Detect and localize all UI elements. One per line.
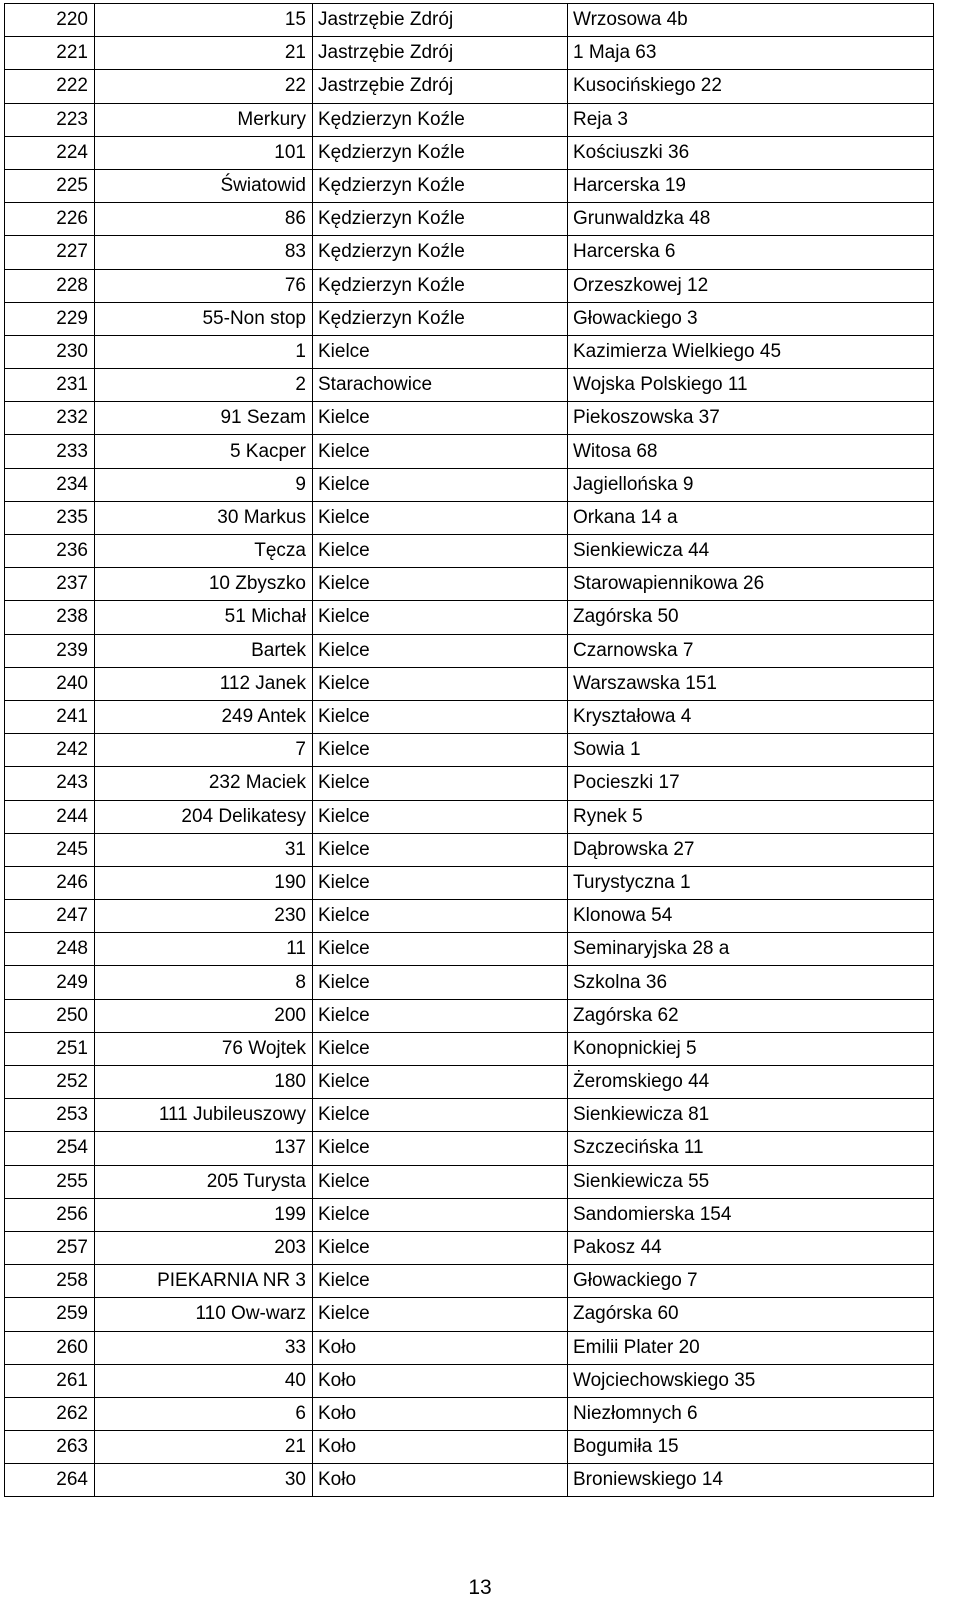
table-row [5,700,934,733]
cell-city: Kielce [313,1032,568,1065]
cell-number: 239 [5,634,95,667]
cell-address: Bogumiła 15 [568,1431,934,1464]
cell-store-name: 76 Wojtek [95,1032,313,1065]
cell-number: 238 [5,601,95,634]
table-row [5,302,934,335]
cell-number: 245 [5,833,95,866]
cell-store-name: Merkury [95,103,313,136]
cell-number: 234 [5,468,95,501]
cell-number: 227 [5,236,95,269]
cell-store-name: 86 [95,203,313,236]
cell-address: Turystyczna 1 [568,866,934,899]
cell-number: 251 [5,1032,95,1065]
cell-address: Kusocińskiego 22 [568,70,934,103]
table-row [5,136,934,169]
cell-number: 264 [5,1464,95,1497]
cell-number: 228 [5,269,95,302]
cell-address: Rynek 5 [568,800,934,833]
cell-city: Koło [313,1331,568,1364]
cell-number: 225 [5,169,95,202]
cell-store-name: 55-Non stop [95,302,313,335]
cell-city: Kielce [313,1265,568,1298]
table-row [5,70,934,103]
cell-store-name: 21 [95,37,313,70]
cell-address: Sandomierska 154 [568,1198,934,1231]
cell-store-name: 249 Antek [95,700,313,733]
cell-number: 244 [5,800,95,833]
table-row [5,568,934,601]
cell-store-name: 33 [95,1331,313,1364]
cell-city: Kielce [313,1198,568,1231]
cell-address: Głowackiego 3 [568,302,934,335]
cell-address: Konopnickiej 5 [568,1032,934,1065]
cell-address: Głowackiego 7 [568,1265,934,1298]
cell-address: Seminaryjska 28 a [568,933,934,966]
cell-store-name: 11 [95,933,313,966]
cell-city: Kędzierzyn Koźle [313,203,568,236]
cell-store-name: 83 [95,236,313,269]
cell-address: Wojska Polskiego 11 [568,369,934,402]
cell-address: Zagórska 50 [568,601,934,634]
table-row [5,1397,934,1430]
cell-city: Kielce [313,700,568,733]
cell-city: Kędzierzyn Koźle [313,169,568,202]
cell-city: Jastrzębie Zdrój [313,4,568,37]
cell-store-name: 112 Janek [95,667,313,700]
cell-city: Koło [313,1364,568,1397]
cell-number: 255 [5,1165,95,1198]
cell-number: 259 [5,1298,95,1331]
table-row [5,1132,934,1165]
cell-number: 237 [5,568,95,601]
cell-number: 243 [5,767,95,800]
cell-address: Broniewskiego 14 [568,1464,934,1497]
cell-number: 254 [5,1132,95,1165]
cell-number: 257 [5,1231,95,1264]
cell-number: 223 [5,103,95,136]
cell-number: 221 [5,37,95,70]
cell-city: Koło [313,1464,568,1497]
cell-address: Szkolna 36 [568,966,934,999]
cell-city: Kędzierzyn Koźle [313,269,568,302]
cell-address: Szczecińska 11 [568,1132,934,1165]
cell-store-name: 30 [95,1464,313,1497]
cell-store-name: 110 Ow-warz [95,1298,313,1331]
cell-store-name: PIEKARNIA NR 3 [95,1265,313,1298]
cell-address: Czarnowska 7 [568,634,934,667]
table-row [5,900,934,933]
table-row [5,1364,934,1397]
cell-number: 263 [5,1431,95,1464]
cell-city: Kielce [313,833,568,866]
cell-address: Jagiellońska 9 [568,468,934,501]
cell-number: 235 [5,501,95,534]
cell-store-name: 2 [95,369,313,402]
table-row [5,866,934,899]
cell-address: Klonowa 54 [568,900,934,933]
cell-city: Kielce [313,900,568,933]
cell-store-name: 200 [95,999,313,1032]
cell-city: Kędzierzyn Koźle [313,236,568,269]
cell-city: Kielce [313,966,568,999]
cell-address: Harcerska 6 [568,236,934,269]
cell-store-name: 22 [95,70,313,103]
cell-address: Pakosz 44 [568,1231,934,1264]
table-row [5,933,934,966]
cell-city: Kielce [313,601,568,634]
cell-city: Kielce [313,999,568,1032]
cell-address: Sowia 1 [568,734,934,767]
cell-address: Emilii Plater 20 [568,1331,934,1364]
cell-city: Kielce [313,468,568,501]
cell-city: Kielce [313,800,568,833]
table-row [5,468,934,501]
cell-store-name: Tęcza [95,535,313,568]
cell-store-name: 8 [95,966,313,999]
table-row [5,734,934,767]
cell-number: 258 [5,1265,95,1298]
cell-number: 252 [5,1066,95,1099]
cell-address: Żeromskiego 44 [568,1066,934,1099]
cell-store-name: 9 [95,468,313,501]
table-row [5,1032,934,1065]
cell-number: 247 [5,900,95,933]
table-row [5,1165,934,1198]
table-row [5,535,934,568]
cell-address: Kazimierza Wielkiego 45 [568,335,934,368]
cell-number: 232 [5,402,95,435]
cell-store-name: 204 Delikatesy [95,800,313,833]
table-row [5,1099,934,1132]
cell-city: Koło [313,1397,568,1430]
table-row [5,1464,934,1497]
cell-store-name: 1 [95,335,313,368]
table-row [5,236,934,269]
cell-city: Kielce [313,933,568,966]
cell-address: Piekoszowska 37 [568,402,934,435]
cell-number: 253 [5,1099,95,1132]
cell-city: Kielce [313,402,568,435]
cell-city: Starachowice [313,369,568,402]
cell-store-name: 51 Michał [95,601,313,634]
cell-number: 248 [5,933,95,966]
cell-city: Kielce [313,535,568,568]
cell-city: Kielce [313,1298,568,1331]
cell-store-name: Światowid [95,169,313,202]
cell-store-name: 199 [95,1198,313,1231]
cell-city: Kędzierzyn Koźle [313,136,568,169]
cell-store-name: 232 Maciek [95,767,313,800]
page-number: 13 [468,1576,492,1599]
cell-store-name: 10 Zbyszko [95,568,313,601]
cell-store-name: 7 [95,734,313,767]
cell-address: Sienkiewicza 81 [568,1099,934,1132]
cell-store-name: 205 Turysta [95,1165,313,1198]
table-row [5,634,934,667]
table-row [5,1066,934,1099]
cell-store-name: 190 [95,866,313,899]
cell-city: Koło [313,1431,568,1464]
cell-city: Kielce [313,1231,568,1264]
table-row [5,1298,934,1331]
table-row [5,4,934,37]
table-row [5,667,934,700]
cell-city: Kielce [313,866,568,899]
cell-address: Dąbrowska 27 [568,833,934,866]
table-row [5,1265,934,1298]
cell-city: Jastrzębie Zdrój [313,37,568,70]
table-row [5,1231,934,1264]
cell-number: 230 [5,335,95,368]
cell-address: Kryształowa 4 [568,700,934,733]
cell-store-name: 111 Jubileuszowy [95,1099,313,1132]
table-row [5,501,934,534]
cell-city: Kielce [313,1165,568,1198]
cell-city: Kielce [313,501,568,534]
cell-city: Kielce [313,667,568,700]
table-row [5,269,934,302]
cell-city: Kędzierzyn Koźle [313,103,568,136]
cell-city: Kielce [313,634,568,667]
cell-address: Grunwaldzka 48 [568,203,934,236]
cell-store-name: 15 [95,4,313,37]
table-row [5,169,934,202]
cell-address: Reja 3 [568,103,934,136]
cell-number: 224 [5,136,95,169]
table-row [5,800,934,833]
cell-number: 240 [5,667,95,700]
table-row [5,203,934,236]
cell-store-name: 30 Markus [95,501,313,534]
cell-store-name: 76 [95,269,313,302]
cell-address: Wrzosowa 4b [568,4,934,37]
table-row [5,335,934,368]
table-row [5,833,934,866]
cell-address: Pocieszki 17 [568,767,934,800]
cell-number: 250 [5,999,95,1032]
table-row [5,103,934,136]
cell-number: 236 [5,535,95,568]
table-row [5,767,934,800]
cell-city: Kędzierzyn Koźle [313,302,568,335]
cell-store-name: 203 [95,1231,313,1264]
cell-number: 233 [5,435,95,468]
table-row [5,966,934,999]
cell-store-name: 230 [95,900,313,933]
cell-store-name: 31 [95,833,313,866]
cell-store-name: 40 [95,1364,313,1397]
cell-number: 231 [5,369,95,402]
cell-address: 1 Maja 63 [568,37,934,70]
table-row [5,402,934,435]
table-row [5,1431,934,1464]
cell-number: 242 [5,734,95,767]
cell-city: Jastrzębie Zdrój [313,70,568,103]
cell-number: 261 [5,1364,95,1397]
cell-city: Kielce [313,734,568,767]
cell-city: Kielce [313,1099,568,1132]
cell-store-name: 5 Kacper [95,435,313,468]
cell-store-name: 137 [95,1132,313,1165]
cell-number: 256 [5,1198,95,1231]
cell-address: Witosa 68 [568,435,934,468]
cell-number: 220 [5,4,95,37]
cell-city: Kielce [313,435,568,468]
table-body [5,4,934,1497]
cell-address: Kościuszki 36 [568,136,934,169]
cell-number: 226 [5,203,95,236]
cell-address: Orzeszkowej 12 [568,269,934,302]
cell-address: Harcerska 19 [568,169,934,202]
table-row [5,999,934,1032]
cell-number: 249 [5,966,95,999]
cell-store-name: 21 [95,1431,313,1464]
table-row [5,369,934,402]
cell-address: Warszawska 151 [568,667,934,700]
table-row [5,435,934,468]
cell-address: Starowapiennikowa 26 [568,568,934,601]
cell-store-name: Bartek [95,634,313,667]
table-row [5,1198,934,1231]
cell-address: Zagórska 62 [568,999,934,1032]
cell-number: 241 [5,700,95,733]
cell-city: Kielce [313,335,568,368]
cell-number: 262 [5,1397,95,1430]
table-row [5,601,934,634]
cell-city: Kielce [313,568,568,601]
store-list-table [4,3,934,1497]
cell-number: 246 [5,866,95,899]
cell-store-name: 180 [95,1066,313,1099]
cell-city: Kielce [313,1132,568,1165]
cell-address: Wojciechowskiego 35 [568,1364,934,1397]
cell-city: Kielce [313,1066,568,1099]
cell-store-name: 6 [95,1397,313,1430]
cell-city: Kielce [313,767,568,800]
cell-store-name: 101 [95,136,313,169]
cell-number: 260 [5,1331,95,1364]
cell-address: Zagórska 60 [568,1298,934,1331]
cell-number: 222 [5,70,95,103]
cell-address: Sienkiewicza 44 [568,535,934,568]
table-row [5,37,934,70]
cell-address: Sienkiewicza 55 [568,1165,934,1198]
table-row [5,1331,934,1364]
cell-address: Orkana 14 a [568,501,934,534]
cell-store-name: 91 Sezam [95,402,313,435]
cell-number: 229 [5,302,95,335]
cell-address: Niezłomnych 6 [568,1397,934,1430]
